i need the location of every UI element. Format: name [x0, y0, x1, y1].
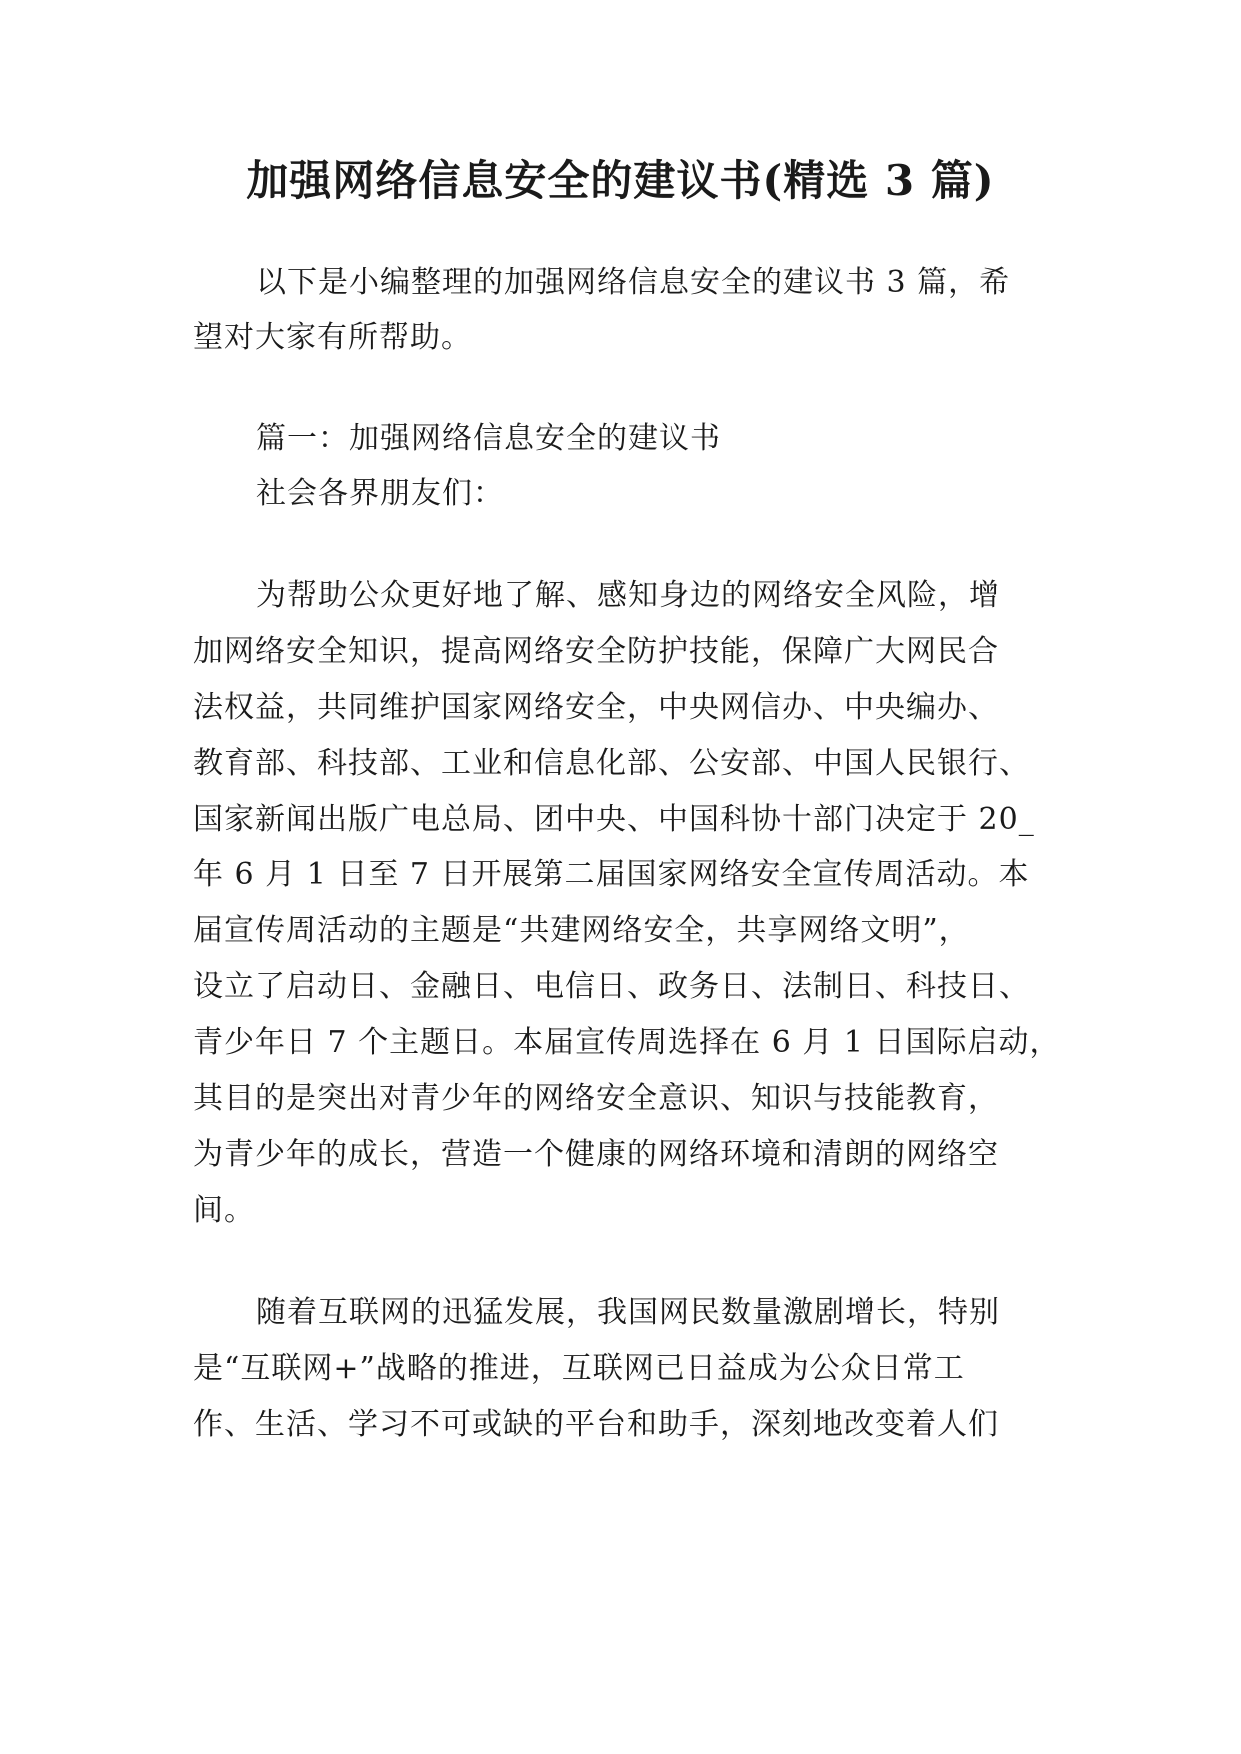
paragraph-line: 其目的是突出对青少年的网络安全意识、知识与技能教育，	[193, 1081, 999, 1116]
paragraph-line: 间。	[193, 1193, 255, 1228]
paragraph-line: 青少年日 7 个主题日。本届宣传周选择在 6 月 1 日国际启动，	[193, 1025, 1061, 1060]
section-heading: 篇一：加强网络信息安全的建议书	[256, 421, 721, 456]
paragraph-line: 作、生活、学习不可或缺的平台和助手，深刻地改变着人们	[193, 1407, 999, 1442]
paragraph-line: 是“互联网+”战略的推进，互联网已日益成为公众日常工	[193, 1351, 965, 1386]
paragraph-line: 为帮助公众更好地了解、感知身边的网络安全风险，增	[256, 578, 1000, 613]
salutation: 社会各界朋友们：	[256, 476, 504, 511]
paragraph-line: 教育部、科技部、工业和信息化部、公安部、中国人民银行、	[193, 746, 1030, 781]
paragraph-line: 年 6 月 1 日至 7 日开展第二届国家网络安全宣传周活动。本	[193, 857, 1030, 892]
intro-line: 以下是小编整理的加强网络信息安全的建议书 3 篇，希	[256, 265, 1011, 300]
paragraph-line: 随着互联网的迅猛发展，我国网民数量激剧增长，特别	[256, 1295, 1000, 1330]
intro-line: 望对大家有所帮助。	[193, 320, 472, 355]
paragraph-line: 设立了启动日、金融日、电信日、政务日、法制日、科技日、	[193, 969, 1030, 1004]
paragraph-line: 为青少年的成长，营造一个健康的网络环境和清朗的网络空	[193, 1137, 999, 1172]
paragraph-line: 届宣传周活动的主题是“共建网络安全，共享网络文明”，	[193, 913, 970, 948]
paragraph-line: 加网络安全知识，提高网络安全防护技能，保障广大网民合	[193, 634, 999, 669]
paragraph-line: 国家新闻出版广电总局、团中央、中国科协十部门决定于 20_	[193, 802, 1035, 837]
paragraph-line: 法权益，共同维护国家网络安全，中央网信办、中央编办、	[193, 690, 999, 725]
document-title: 加强网络信息安全的建议书(精选 3 篇)	[246, 156, 995, 205]
